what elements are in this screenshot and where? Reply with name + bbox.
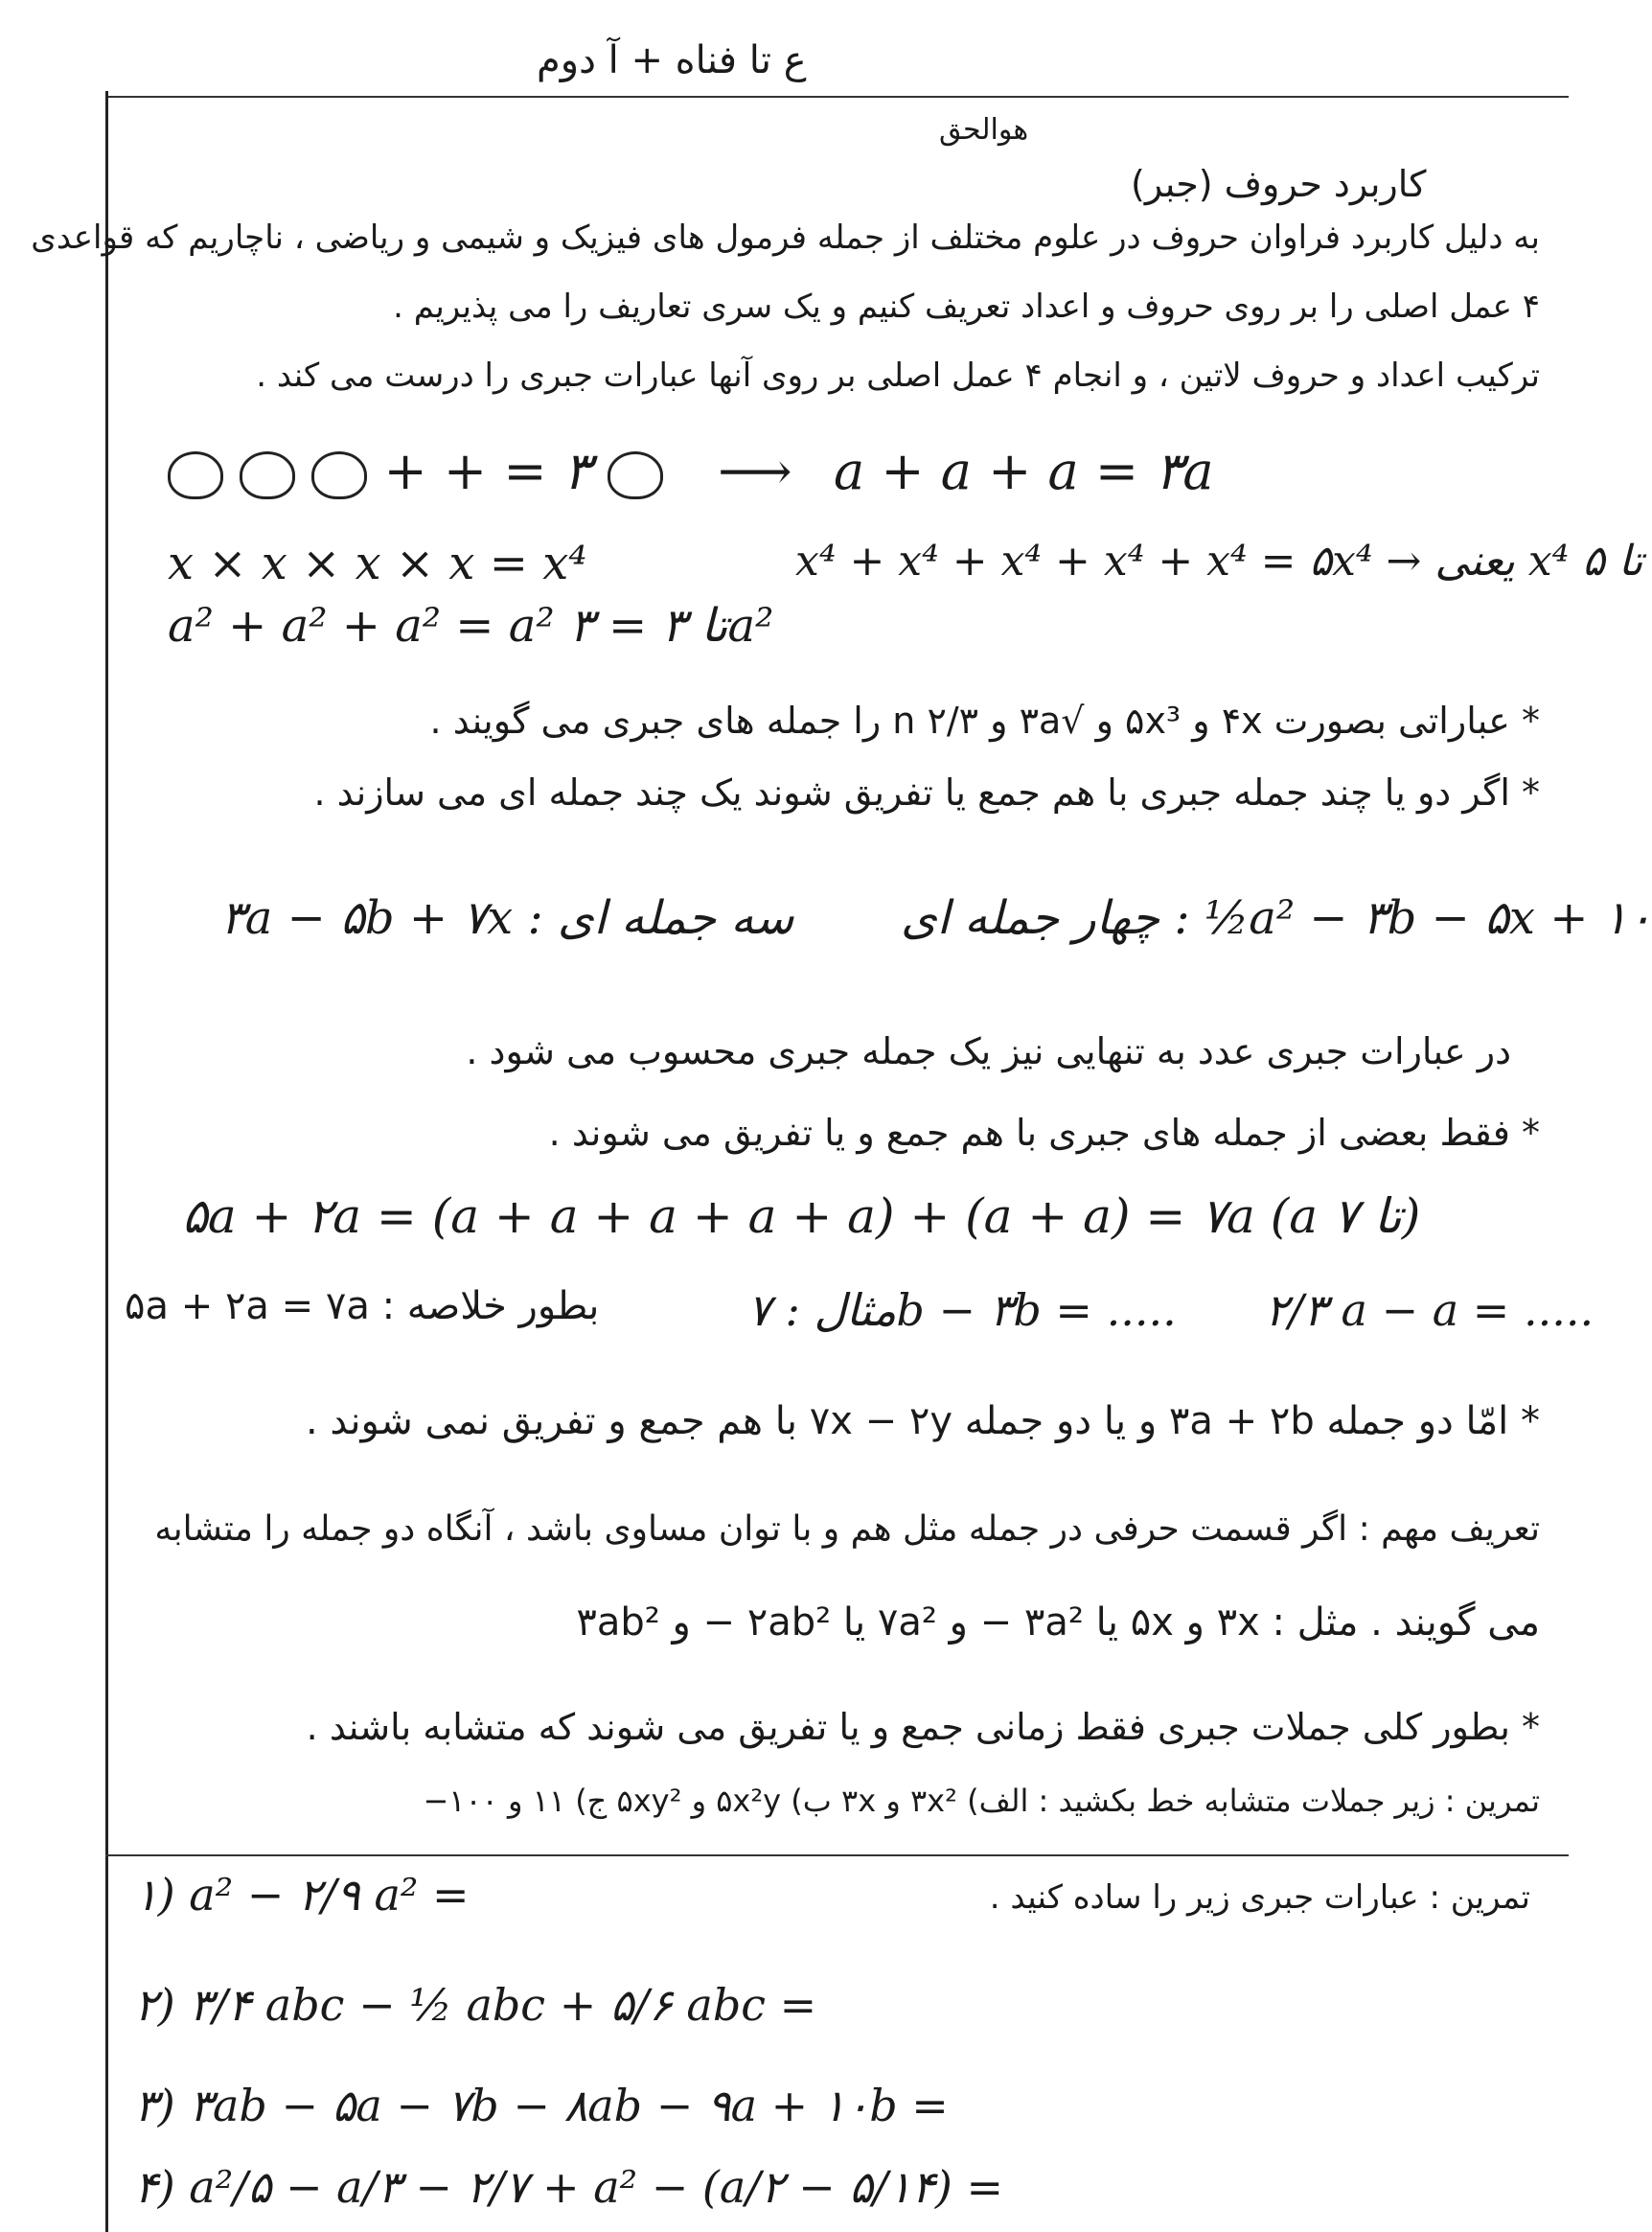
exercise-item-1: ۱) a² − ۲/۹ a² =	[134, 1869, 470, 1921]
section-divider	[105, 1854, 1569, 1856]
top-note: ع تا فناه + آ دوم	[537, 38, 807, 82]
poly-note: * اگر دو یا چند جمله جبری با هم جمع یا تفریق شوند یک چند جمله ای می سازند .	[313, 771, 1540, 814]
definition-line-1: تعریف مهم : اگر قسمت حرفی در جمله مثل هم و با توان مساوی باشد ، آنگاه دو جمله را متشابه	[154, 1509, 1540, 1549]
arrow-icon: ⟶	[718, 441, 792, 501]
apple-icon	[608, 451, 663, 499]
apple-icon	[311, 451, 367, 499]
exercise-item-3: ۳) ۳ab − ۵a − ۷b − ۸ab − ۹a + ۱۰b =	[134, 2080, 949, 2131]
intro-line-2: ۴ عمل اصلی را بر روی حروف و اعداد تعریف کنیم و یک سری تعاریف را می پذیریم .	[393, 288, 1540, 326]
summary-left: بطور خلاصه : ۵a + ۲a = ۷a	[125, 1284, 600, 1328]
some-terms-note: * فقط بعضی از جمله های جبری با هم جمع و یا تفریق می شوند .	[548, 1112, 1540, 1154]
apple-equation: + + = ۳	[383, 441, 591, 501]
summary-right: ۲/۳ a − a = .....	[1265, 1284, 1595, 1336]
constant-note: در عبارات جبری عدد به تنهایی نیز یک جمله جبری محسوب می شود .	[466, 1030, 1511, 1072]
exercise-1: تمرین : زیر جملات متشابه خط بکشید : الف) ۳x² و ۳x ب) ۵x²y و ۵xy² ج) ۱۱ و ۱۰۰−	[423, 1783, 1540, 1819]
power-left: x × x × x × x = x⁴	[168, 537, 587, 590]
apple-example	[168, 441, 792, 501]
apple-icon	[240, 451, 295, 499]
exercise-2-title: تمرین : عبارات جبری زیر را ساده کنید .	[989, 1878, 1530, 1917]
page-title: هوالحق	[939, 113, 1029, 147]
summary-mid: مثال : ۷b − ۳b = .....	[747, 1284, 1177, 1336]
sum-example: ۵a + ۲a = (a + a + a + a + a) + (a + a) = ۷a (a تا ۷)	[182, 1188, 1421, 1244]
section-heading: کاربرد حروف (جبر)	[1131, 163, 1427, 205]
three-term-example: ۳a − ۵b + ۷x : سه جمله ای	[220, 891, 794, 945]
apple-result: a + a + a = ۳a	[834, 441, 1214, 501]
intro-line-1: به دلیل کاربرد فراوان حروف در علوم مختلف از جمله فرمول های فیزیک و شیمی و ریاضی ، ناچاریم که قواعدی	[31, 219, 1540, 257]
general-note: * بطور کلی جملات جبری فقط زمانی جمع و یا تفریق می شوند که متشابه باشند .	[306, 1706, 1540, 1748]
top-rule	[105, 96, 1569, 98]
terms-note: * عباراتی بصورت ۴x و ۵x³ و √۳a و ۲/۳ n را جمله های جبری می گویند .	[429, 700, 1540, 742]
margin-rule	[105, 91, 108, 2232]
power-right: x⁴ + x⁴ + x⁴ + x⁴ + x⁴ = ۵x⁴ → یعنی x⁴ ۵ تا	[795, 537, 1643, 586]
intro-line-3: ترکیب اعداد و حروف لاتین ، و انجام ۴ عمل اصلی بر روی آنها عبارات جبری را درست می کند .	[256, 357, 1540, 395]
square-line: a² + a² + a² = a² تا ۳ = ۳a²	[168, 599, 774, 653]
four-term-example: چهار جمله ای : ½a² − ۳b − ۵x + ۱۰	[901, 891, 1652, 945]
definition-line-2: می گویند . مثل : ۳x و ۵x یا ۳a² − و ۷a² یا ۲ab² − و ۳ab²	[576, 1600, 1540, 1645]
exercise-item-2: ۲) ۳/۴ abc − ½ abc + ۵/۶ abc =	[134, 1979, 817, 2031]
but-note: * امّا دو جمله ۳a + ۲b و یا دو جمله ۷x − ۲y با هم جمع و تفریق نمی شوند .	[305, 1399, 1540, 1443]
apple-icon	[168, 451, 223, 499]
exercise-item-4: ۴) a²/۵ − a/۳ − ۲/۷ + a² − (a/۲ − ۵/۱۴) =	[134, 2161, 1003, 2213]
